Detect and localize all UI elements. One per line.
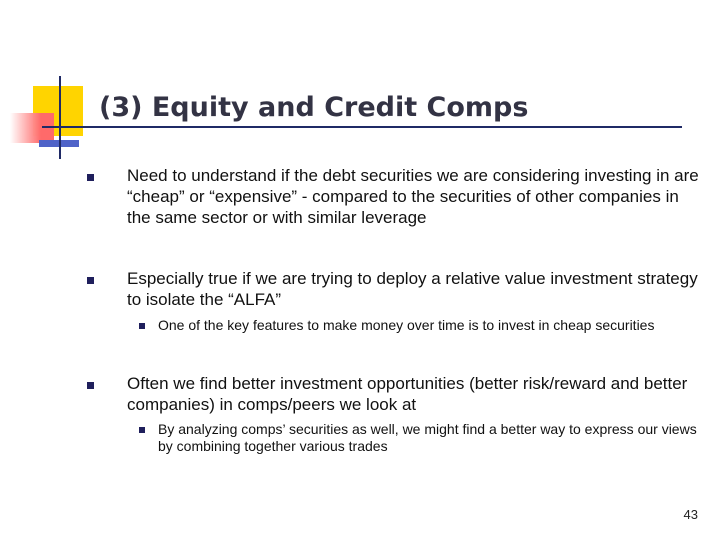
bullet-text: Often we find better investment opportunities (better risk/reward and better companies) in comps/peers we look at [127,374,688,414]
square-bullet-icon [87,382,94,389]
decorative-red-bar [10,113,54,143]
bullet-text: Especially true if we are trying to deploy a relative value investment strategy to isolate the “ALFA” [127,269,698,309]
title-underline-rule [42,126,682,128]
decorative-vertical-rule [59,76,61,159]
bullet-text: Need to understand if the debt securities we are considering investing in are “cheap” or “expensive” - compared to the securities of other companies in the same sector or with similar leverage [127,166,699,227]
square-bullet-icon [87,277,94,284]
slide-title: (3) Equity and Credit Comps [99,92,529,123]
page-number: 43 [683,507,698,522]
sub-bullet-text: One of the key features to make money over time is to invest in cheap securities [158,317,655,333]
square-bullet-icon [87,174,94,181]
sub-bullet-text: By analyzing comps’ securities as well, we might find a better way to express our views by combining together various trades [158,421,697,454]
square-bullet-icon [139,427,145,433]
square-bullet-icon [139,323,145,329]
